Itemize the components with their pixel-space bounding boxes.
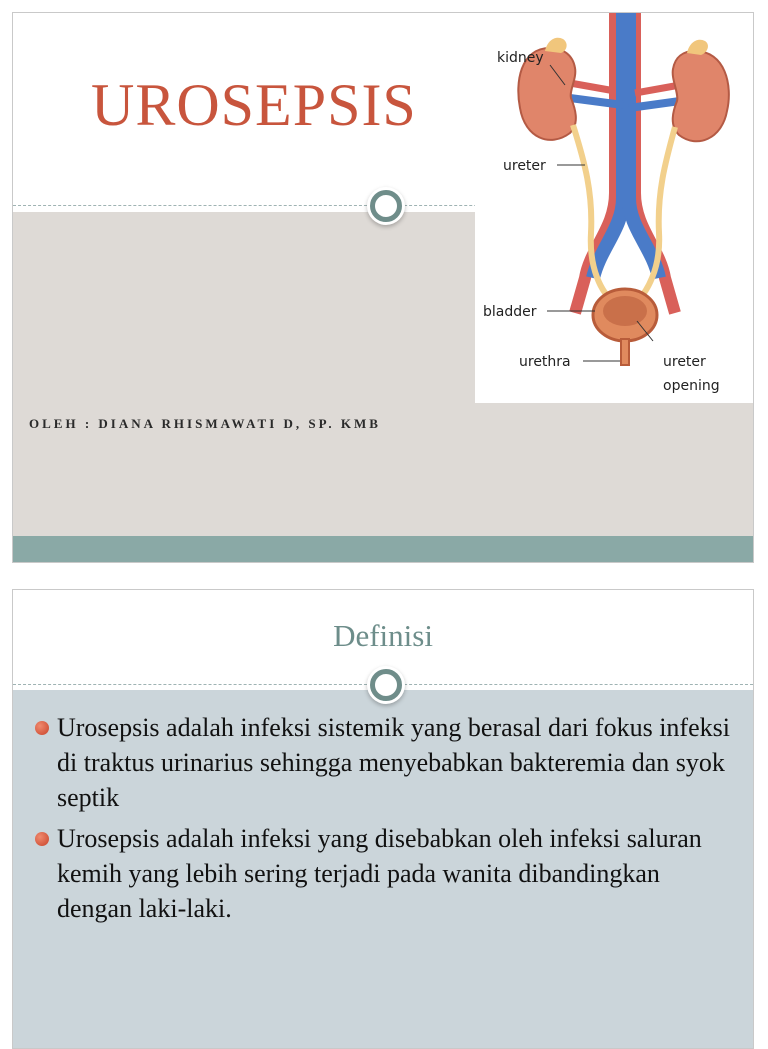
bullet-text: Urosepsis adalah infeksi yang disebabkan oleh infeksi saluran kemih yang lebih sering terjadi pada wanita dibandingkan dengan laki-laki. — [57, 824, 702, 923]
label-ureter-opening-2: opening — [663, 378, 720, 394]
bullet-text: Urosepsis adalah infeksi sistemik yang berasal dari fokus infeksi di traktus urinarius sehingga menyebabkan bakteremia dan syok septik — [57, 713, 730, 812]
bullet-dot-icon — [35, 832, 49, 846]
label-urethra: urethra — [519, 354, 571, 370]
bullet-item — [35, 710, 735, 815]
ring-ornament — [370, 669, 402, 701]
footer-band — [13, 536, 753, 562]
label-ureter: ureter — [503, 158, 546, 174]
bullet-list — [35, 710, 735, 932]
slide-heading: Definisi — [333, 618, 433, 653]
label-ureter-opening-1: ureter — [663, 354, 706, 370]
definition-slide — [12, 589, 754, 1049]
title-slide — [12, 12, 754, 563]
bullet-item — [35, 821, 735, 926]
urinary-tract-illustration — [475, 13, 754, 403]
label-kidney: kidney — [497, 50, 544, 66]
urinary-tract-diagram — [475, 13, 754, 403]
ring-ornament — [370, 190, 402, 222]
slide-subtitle: OLEH : DIANA RHISMAWATI D, SP. KMB — [29, 416, 381, 431]
bullet-dot-icon — [35, 721, 49, 735]
label-bladder: bladder — [483, 304, 537, 320]
slide-title: UROSEPSIS — [91, 72, 417, 138]
